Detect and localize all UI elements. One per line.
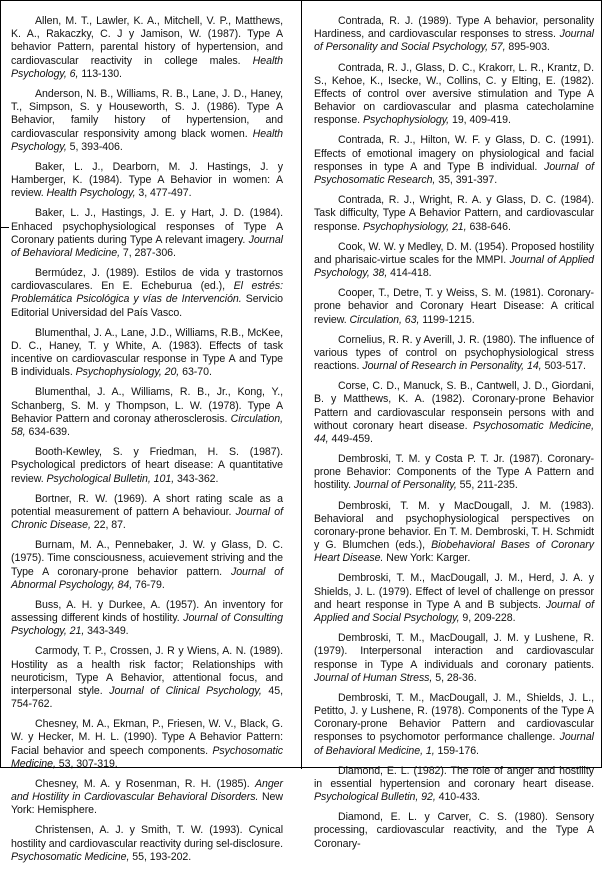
reference-entry (11, 645, 283, 711)
reference-text: Contrada, R. J., Wright, R. A. y Glass, D. C. (1984). Task difficulty, Type A Behavior Pattern, and cardiovascular response. (314, 194, 594, 233)
reference-pages: 410-433. (435, 791, 481, 804)
reference-text: Baker, L. J., Hastings, J. E. y Hart, J. D. (1984). Enhaced psychophysiological responses of Type A Coronary patients during Type A relevant imagery. (11, 207, 283, 246)
reference-text: Dembroski, T. M., MacDougall, J. M. y Lushene, R. (1979). Interpersonal interaction and cardiovascular response in Type A individuals and coronary patients. (314, 632, 594, 671)
reference-pages: 7, 287-306. (119, 246, 176, 259)
reference-source-italic: Biobehavioral Bases of Coronary Heart Disease. (314, 539, 594, 565)
reference-pages: 19, 409-419. (449, 114, 511, 127)
reference-source-italic: Psychological Bulletin, 92, (314, 791, 436, 804)
reference-pages: 22, 87. (90, 519, 126, 532)
reference-source-italic: Psychophysiology, 20, (75, 366, 180, 379)
reference-source-italic: Journal of Clinical Psychology, (109, 684, 262, 697)
reference-entry (314, 765, 594, 805)
reference-text: Chesney, M. A., Ekman, P., Friesen, W. V., Black, G. W. y Hecker, M. H. L. (1990). Type A Behavior Pattern: Facial behavior and speech components. (11, 718, 283, 757)
reference-entry (314, 692, 594, 758)
reference-entry (11, 599, 283, 639)
reference-source-italic: Circulation, 58, (11, 412, 283, 439)
reference-source-italic: Circulation, 63, (349, 313, 420, 326)
reference-entry (11, 386, 283, 439)
reference-pages: 343-349. (84, 625, 129, 638)
reference-source-italic: Journal of Chronic Disease, (11, 505, 283, 532)
reference-entry (314, 194, 594, 234)
reference-pages: 634-639. (25, 426, 70, 439)
reference-pages: 1199-1215. (419, 313, 475, 326)
reference-entry (11, 493, 283, 533)
reference-text: Cornelius, R. R. y Averill, J. R. (1980). The influence of various types of control on psychophysiological stress reactions. (314, 333, 594, 373)
reference-text: Burnam, M. A., Pennebaker, J. W. y Glass, D. C. (1975). Time consciousness, acuievement striving and the Type A coronary-prone behavior pattern. (11, 539, 283, 578)
reference-entry (314, 380, 594, 446)
reference-source-italic: Journal of Human Stress, (314, 671, 433, 684)
reference-source-italic: Journal of Applied Psychology, 38, (314, 253, 594, 280)
reference-text: Cooper, T., Detre, T. y Weiss, S. M. (1981). Coronary-prone behavior and Coronary Heart Disease: A critical review. (314, 287, 594, 326)
reference-entry (314, 453, 594, 493)
reference-pages: 113-130. (78, 67, 122, 80)
reference-entry (11, 327, 283, 380)
reference-pages: 76-79. (132, 578, 165, 591)
reference-entry (314, 15, 594, 55)
reference-text: Contrada, R. J., Glass, D. C., Krakorr, L. R., Krantz, D. S., Kehoe, K., Isecke, W., Collins, C. y Elting, E. (1982). Effects of control over aversive stimulation and Type A Behavior on cardiovascular and plasma catecholamine response. (314, 61, 594, 127)
reference-entry (11, 778, 283, 818)
column-divider (301, 1, 302, 769)
reference-source-italic: Journal of Abnormal Psychology, 84, (11, 565, 283, 591)
reference-column-right (314, 15, 594, 858)
reference-text: Booth-Kewley, S. y Friedman, H. S. (1987). Psychological predictors of heart disease: A quantitative review. (11, 446, 283, 485)
reference-pages: 159-176. (434, 744, 479, 757)
reference-pages: New York: Hemisphere. (11, 791, 283, 817)
reference-pages: 414-418. (387, 267, 432, 280)
reference-source-italic: Psychosomatic Medicine, 44, (314, 419, 594, 445)
reference-text: Buss, A. H. y Durkee, A. (1957). An inventory for assessing different kinds of hostility. (11, 598, 283, 625)
reference-source-italic: Psychosomatic Medicine, (11, 850, 130, 863)
reference-source-italic: Health Psychology, 6, (11, 54, 283, 80)
reference-pages: 55, 211-235. (456, 479, 518, 492)
reference-text: Contrada, R. J. (1989). Type A behavior, personality Hardiness, and cardiovascular responses to stress. (314, 15, 594, 41)
reference-source-italic: Health Psychology, (46, 187, 136, 200)
reference-pages: 5, 28-36. (432, 671, 477, 684)
reference-source-italic: Journal of Behavioral Medicine, 1, (314, 731, 594, 757)
reference-source-italic: Psychophysiology, 21, (362, 220, 467, 233)
reference-entry (314, 241, 594, 281)
reference-pages: 9, 209-228. (459, 612, 516, 625)
reference-text: Diamond, E. L. (1982). The role of anger and hostility in essential hypertension and coronary heart disease. (314, 764, 594, 790)
reference-text: Chesney, M. A. y Rosenman, R. H. (1985). (35, 777, 255, 790)
reference-entry (314, 500, 594, 566)
margin-tick-mark (1, 227, 9, 228)
reference-entry (11, 539, 283, 592)
reference-entry (314, 134, 594, 187)
reference-text: Dembroski, T. M. y Costa P. T. Jr. (1987). Coronary-prone Behavior: Components of the Type A Pattern and hostility. (314, 453, 594, 492)
reference-pages: Servicio Editorial Universidad del País Vasco. (11, 293, 283, 319)
reference-source-italic: Journal of Applied and Social Psychology, (314, 598, 595, 625)
reference-pages: 5, 393-406. (66, 140, 123, 153)
reference-source-italic: Journal of Behavioral Medicine, (11, 233, 283, 259)
reference-entry (11, 446, 283, 486)
reference-text: Dembroski, T. M. y MacDougall, J. M. (1983). Behavioral and psychophysiological perspectives on coronary-prone behavior. En T. M. Dembroski, T. H. Schmidt y G. Blumchen (eds.), (314, 499, 594, 552)
reference-text: Christensen, A. J. y Smith, T. W. (1993). Cynical hostility and cardiovascular reactivity during sel-disclosure. (11, 824, 283, 850)
reference-source-italic: El estrés: Problemática Psicológica y vías de Intervención. (11, 280, 283, 306)
reference-source-italic: Psychosomatic Medicine, (11, 744, 283, 770)
reference-pages: 638-646. (466, 220, 511, 233)
reference-pages: New York: Karger. (383, 552, 471, 565)
reference-text: Dembroski, T. M., MacDougall, J. M., Shields, J. L., Petitto, J. y Lushene, R. (1978). Components of the Type A Coronary-prone Behavior Pattern and cardiovascular responses to psychomotor performance challenge. (314, 691, 594, 744)
reference-pages: 503-517. (541, 360, 586, 373)
reference-entry (314, 811, 594, 851)
reference-entry (11, 718, 283, 771)
reference-source-italic: Journal of Research in Personality, 14, (362, 360, 542, 373)
reference-entry (11, 161, 283, 201)
reference-source-italic: Journal of Psychosomatic Research, (314, 160, 594, 187)
reference-column-left (11, 15, 283, 871)
reference-entry (11, 207, 283, 260)
reference-pages: 35, 391-397. (435, 174, 498, 187)
reference-text: Blumenthal, J. A., Williams, R. B., Jr., Kong, Y., Schanberg, S. M. y Thompson, L. W. (1978). Type A Behavior Pattern and coronay atherosclerosis. (11, 386, 283, 425)
reference-text: Cook, W. W. y Medley, D. M. (1954). Proposed hostility and pharisaic-virtue scales for the MMPI. (314, 240, 594, 266)
reference-text: Bortner, R. W. (1969). A short rating scale as a potential measurement of pattern A behaviour. (11, 492, 283, 518)
reference-text: Baker, L. J., Dearborn, M. J. Hastings, J. y Hamberger, K. (1984). Type A Behavior in women: A review. (11, 160, 283, 200)
reference-source-italic: Health Psychology, (11, 127, 283, 153)
reference-source-italic: Journal of Consulting Psychology, 21, (11, 612, 283, 638)
reference-entry (11, 267, 283, 320)
reference-text: Diamond, E. L. y Carver, C. S. (1980). Sensory processing, cardiovascular reactivity, and the Type A Coronary- (314, 811, 594, 850)
reference-text: Contrada, R. J., Hilton, W. F. y Glass, D. C. (1991). Effects of emotional imagery on physiological and facial responses in type A and Type B individual. (314, 134, 594, 173)
reference-text: Blumenthal, J. A., Lane, J.D., Williams, R.B., McKee, D. C., Haney, T. y White, A. (1983). Effects of task incentive on cardiovascular response in Type A and Type B individuals. (11, 326, 283, 379)
reference-text: Anderson, N. B., Williams, R. B., Lane, J. D., Haney, T., Simpson, S. y Houseworth, S. J. (1986). Type A Behavior, family history of hypertension, and cardiovascular responsivity among black women. (11, 87, 283, 140)
reference-pages: 53, 307-319. (55, 757, 118, 770)
reference-entry (314, 334, 594, 374)
reference-pages: 449-459. (328, 432, 373, 445)
reference-pages: 3, 477-497. (135, 187, 192, 200)
reference-entry (314, 287, 594, 327)
reference-entry (11, 88, 283, 154)
reference-text: Corse, C. D., Manuck, S. B., Cantwell, J. D., Giordani, B. y Matthews, K. A. (1982). Coronary-prone Behavior Pattern and cardiovascular responsein persons with and without coronary heart disease. (314, 380, 594, 432)
reference-text: Carmody, T. P., Crossen, J. R y Wiens, A. N. (1989). Hostility as a health risk factor; Relationships with neuroticism, Type A Behavior, attentional focus, and interpersonal style. (11, 645, 283, 697)
reference-pages: 63-70. (179, 366, 212, 379)
reference-entry (11, 824, 283, 864)
reference-text: Bermúdez, J. (1989). Estilos de vida y trastornos cardiovasculares. En E. Echeburua (ed.), (11, 267, 283, 293)
reference-source-italic: Journal of Personality and Social Psychology, 57, (314, 28, 594, 54)
reference-pages: 343-362. (174, 472, 219, 485)
reference-entry (314, 62, 594, 128)
reference-source-italic: Journal of Personality, (353, 479, 457, 492)
reference-text: Dembroski, T. M., MacDougall, J. M., Herd, J. A. y Shields, J. L. (1979). Effect of level of challenge on pressor and heart response in Type A and B subjects. (314, 572, 594, 611)
reference-pages: 45, 754-762. (11, 684, 283, 711)
reference-source-italic: Psychophysiology, (362, 114, 450, 127)
reference-source-italic: Anger and Hostility in Cardiovascular Behavioral Disorders. (11, 777, 283, 804)
reference-source-italic: Psychological Bulletin, 101, (46, 472, 175, 485)
reference-entry (314, 572, 594, 625)
reference-pages: 55, 193-202. (129, 850, 192, 863)
reference-entry (11, 15, 283, 81)
reference-entry (314, 632, 594, 685)
reference-pages: 895-903. (505, 41, 550, 54)
reference-text: Allen, M. T., Lawler, K. A., Mitchell, V. P., Matthews, K. A., Rakaczky, C. J y Jamison, W. (1987). Type A behavior Pattern, parental history of hypertension, and cardiovascular reactivity in college males. (11, 15, 283, 67)
